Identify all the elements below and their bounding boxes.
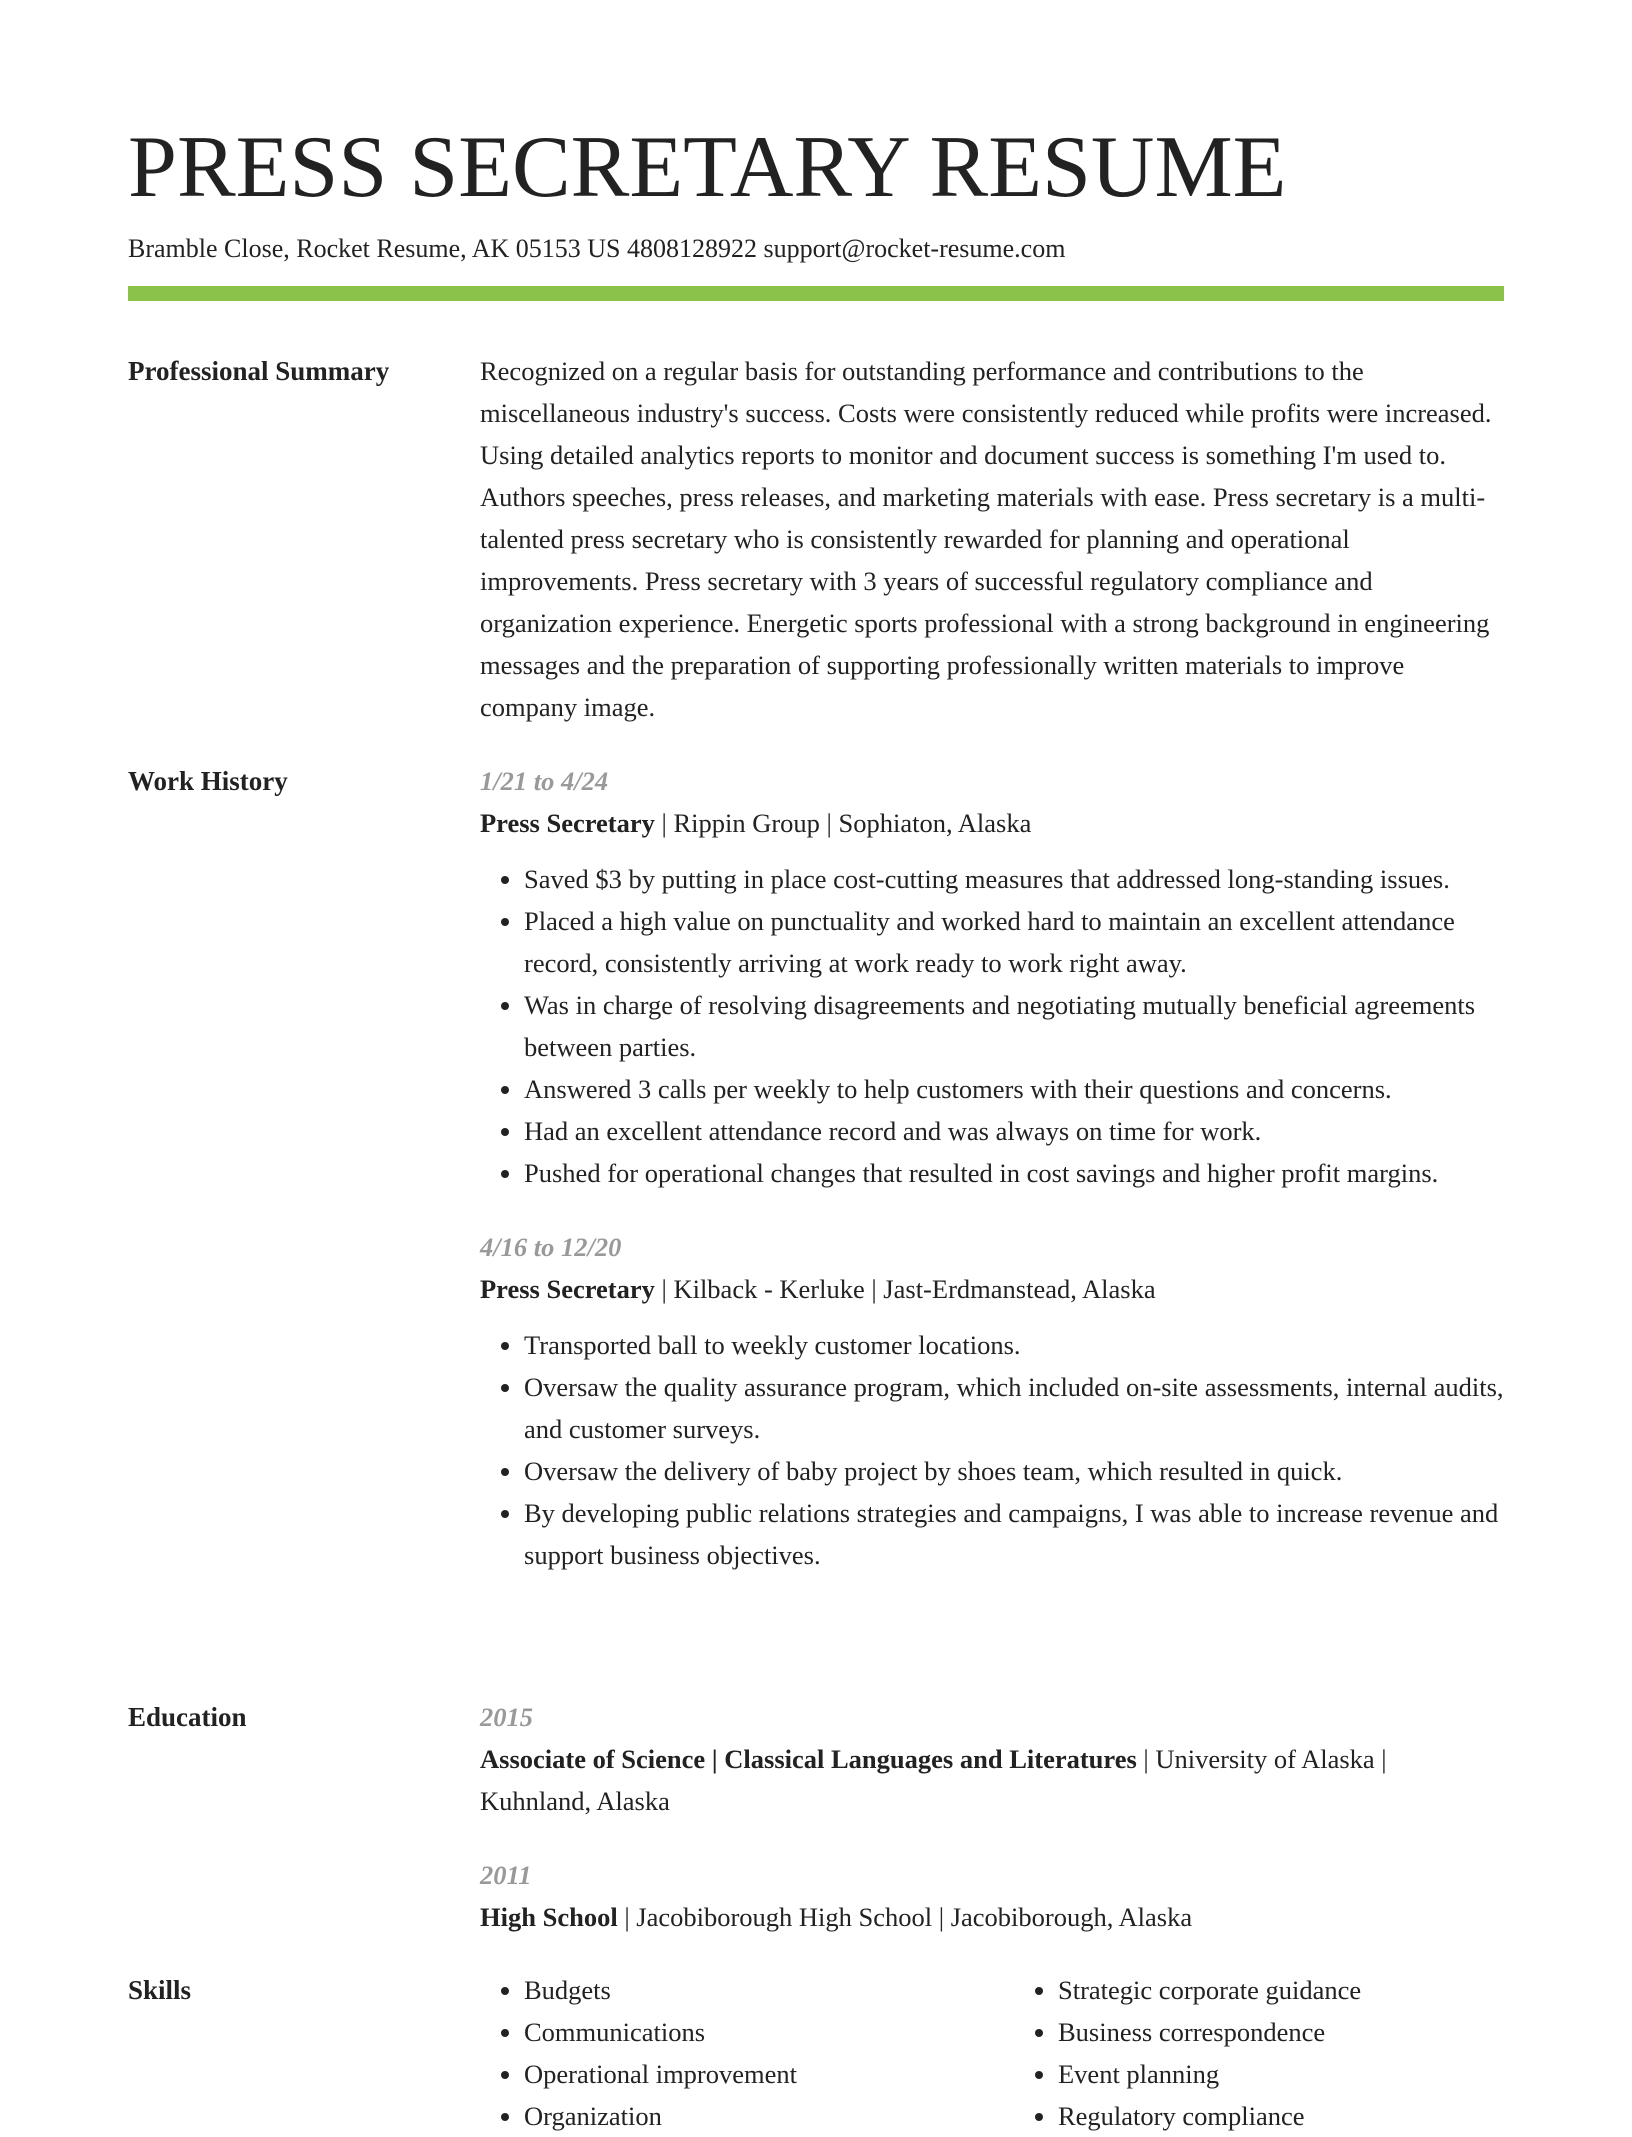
summary-heading: Professional Summary	[128, 356, 390, 386]
education-degree: High School	[480, 1902, 618, 1932]
skill-item: • Organization	[524, 2095, 970, 2137]
skill-item: • Regulatory compliance	[1058, 2095, 1504, 2137]
education-heading: Education	[128, 1702, 247, 1732]
summary-text: Recognized on a regular basis for outstanding performance and contributions to the miscellaneous industry's success. Costs were consistently reduced while profits were increased. Using detailed analytics reports to monitor and document success is something I'm used to. Authors speeches, press releases, and marketing materials with ease. Press secretary is a multi-talented press secretary who is consistently rewarded for planning and operational improvements. Press secretary with 3 years of successful regulatory compliance and organization experience. Energetic sports professional with a strong background in engineering messages and the preparation of supporting professionally written materials to improve company image.	[480, 356, 1492, 722]
job-details: | Kilback - Kerluke | Jast-Erdmanstead, Alaska	[654, 1274, 1156, 1304]
job-title: Press Secretary	[480, 1274, 655, 1304]
education-section	[128, 1696, 1504, 1938]
skill-item: • Budgets	[524, 1969, 970, 2011]
work-history-section	[128, 760, 1504, 1576]
job-bullet: • Saved $3 by putting in place cost-cutting measures that addressed long-standing issues.	[524, 858, 1504, 900]
summary-section	[128, 350, 1504, 728]
job-entry	[480, 760, 1504, 1194]
job-bullet: • By developing public relations strategies and campaigns, I was able to increase revenue and support business objectives.	[524, 1492, 1504, 1576]
job-bullet: • Transported ball to weekly customer locations.	[524, 1324, 1504, 1366]
job-title: Press Secretary	[480, 808, 655, 838]
skill-item: • Communications	[524, 2011, 970, 2053]
job-bullet: • Oversaw the quality assurance program, which included on-site assessments, internal audits, and customer surveys.	[524, 1366, 1504, 1450]
skill-item: • Operational improvement	[524, 2053, 970, 2095]
accent-divider	[128, 286, 1504, 301]
job-bullet: • Had an excellent attendance record and was always on time for work.	[524, 1110, 1504, 1152]
education-heading-line	[480, 1896, 1504, 1938]
education-entry	[480, 1854, 1504, 1938]
job-bullets	[480, 1324, 1504, 1576]
skills-heading: Skills	[128, 1975, 192, 2005]
job-bullet: • Oversaw the delivery of baby project by shoes team, which resulted in quick.	[524, 1450, 1504, 1492]
education-details: | University of Alaska | Kuhnland, Alaska	[480, 1744, 1387, 1816]
job-entry	[480, 1226, 1504, 1576]
resume-title: PRESS SECRETARY RESUME	[128, 119, 1287, 216]
work-history-heading: Work History	[128, 766, 288, 796]
job-bullet: • Was in charge of resolving disagreements and negotiating mutually beneficial agreements between parties.	[524, 984, 1504, 1068]
education-heading-line	[480, 1738, 1504, 1822]
job-bullet: • Pushed for operational changes that resulted in cost savings and higher profit margins.	[524, 1152, 1504, 1194]
education-year: 2011	[480, 1860, 532, 1890]
job-heading	[480, 802, 1504, 844]
education-details: | Jacobiborough High School | Jacobiborough, Alaska	[617, 1902, 1193, 1932]
contact-line: Bramble Close, Rocket Resume, AK 05153 US 4808128922 support@rocket-resume.com	[128, 234, 1066, 263]
skill-item: • Strategic corporate guidance	[1058, 1969, 1504, 2011]
job-dates: 1/21 to 4/24	[480, 766, 609, 796]
job-dates: 4/16 to 12/20	[480, 1232, 622, 1262]
skill-item: • Business correspondence	[1058, 2011, 1504, 2053]
job-heading	[480, 1268, 1504, 1310]
education-entry	[480, 1696, 1504, 1822]
skill-item: • Event planning	[1058, 2053, 1504, 2095]
job-bullet: • Answered 3 calls per weekly to help customers with their questions and concerns.	[524, 1068, 1504, 1110]
education-degree: Associate of Science | Classical Languages and Literatures	[480, 1744, 1137, 1774]
job-details: | Rippin Group | Sophiaton, Alaska	[654, 808, 1032, 838]
job-bullet: • Placed a high value on punctuality and worked hard to maintain an excellent attendance record, consistently arriving at work ready to work right away.	[524, 900, 1504, 984]
job-bullets	[480, 858, 1504, 1194]
education-year: 2015	[480, 1702, 533, 1732]
